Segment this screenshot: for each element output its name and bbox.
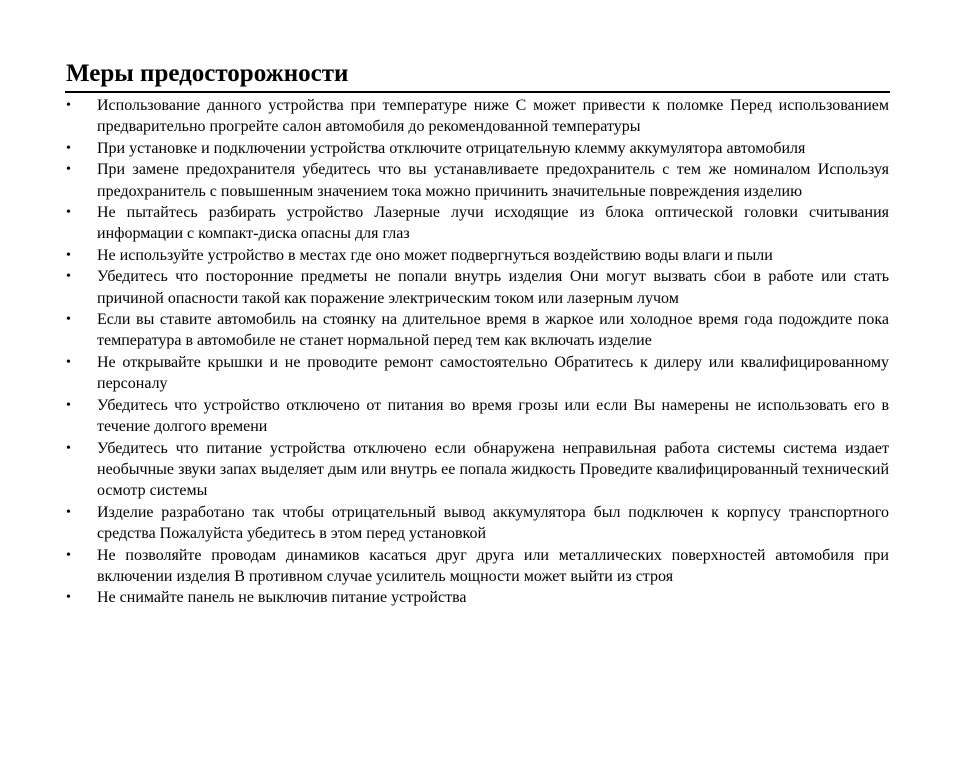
bullet-icon: • [66, 440, 71, 456]
bullet-icon: • [66, 140, 71, 156]
list-item [65, 95, 889, 138]
list-item-text: Использование данного устройства при температуре ниже С может привести к поломке Перед использованием предварительно прогрейте салон автомобиля до рекомендованной температуры [97, 97, 889, 136]
list-item [65, 438, 889, 502]
bullet-icon: • [66, 354, 71, 370]
list-item-text: Не пытайтесь разбирать устройство Лазерные лучи исходящие из блока оптической головки считывания информации с компакт-диска опасны для глаз [97, 204, 889, 243]
list-item-text: Убедитесь что устройство отключено от питания во время грозы или если Вы намерены не использовать его в течение долгого времени [97, 396, 889, 436]
bullet-icon: • [66, 312, 71, 328]
bullet-icon: • [66, 504, 71, 520]
bullet-icon: • [66, 269, 71, 285]
list-item-text: Не позволяйте проводам динамиков касаться друг друга или металлических поверхностей автомобиля при включении изделия В противном случае усилитель мощности может выйти из строя [97, 546, 889, 585]
list-item [65, 159, 889, 202]
list-item [65, 266, 889, 309]
list-item-text: Не открывайте крышки и не проводите ремонт самостоятельно Обратитесь к дилеру или квалифицированному персоналу [97, 353, 889, 393]
list-item-text: Изделие разработано так чтобы отрицательный вывод аккумулятора был подключен к корпусу транспортного средства Пожалуйста убедитесь в этом перед установкой [97, 503, 889, 543]
list-item [65, 309, 889, 352]
list-item [65, 352, 889, 395]
list-item-text: Убедитесь что питание устройства отключено если обнаружена неправильная работа системы система издает необычные звуки запах выделяет дым или внутрь ее попала жидкость Проведите квалифицированный технический осмотр системы [97, 439, 889, 500]
list-item-text: Убедитесь что посторонние предметы не попали внутрь изделия Они могут вызвать сбои в работе или стать причиной опасности такой как поражение электрическим током или лазерным лучом [97, 268, 889, 307]
list-item [65, 202, 889, 245]
bullet-icon: • [66, 162, 71, 178]
page-title: Меры предосторожности [65, 58, 890, 93]
bullet-icon: • [66, 247, 71, 263]
bullet-icon: • [66, 547, 71, 563]
bullet-icon: • [66, 98, 71, 113]
list-item [65, 587, 889, 608]
precautions-list [65, 95, 889, 609]
list-item [65, 395, 889, 438]
list-item-text: Если вы ставите автомобиль на стоянку на длительное время в жаркое или холодное время года подождите пока температура в автомобиле не станет нормальной перед тем как включать изделие [97, 311, 889, 350]
bullet-icon: • [66, 590, 71, 606]
list-item [65, 245, 889, 266]
bullet-icon: • [66, 397, 71, 413]
bullet-icon: • [66, 205, 71, 221]
list-item [65, 502, 889, 545]
list-item-text: Не используйте устройство в местах где оно может подвергнуться воздействию воды влаги и пыли [97, 246, 773, 264]
list-item [65, 545, 889, 588]
list-item-text: При замене предохранителя убедитесь что вы устанавливаете предохранитель с тем же номиналом Используя предохранитель с повышенным значением тока можно причинить значительные повреждения изделию [97, 161, 889, 200]
list-item [65, 138, 889, 159]
list-item-text: Не снимайте панель не выключив питание устройства [97, 589, 467, 607]
list-item-text: При установке и подключении устройства отключите отрицательную клемму аккумулятора автомобиля [97, 139, 806, 157]
